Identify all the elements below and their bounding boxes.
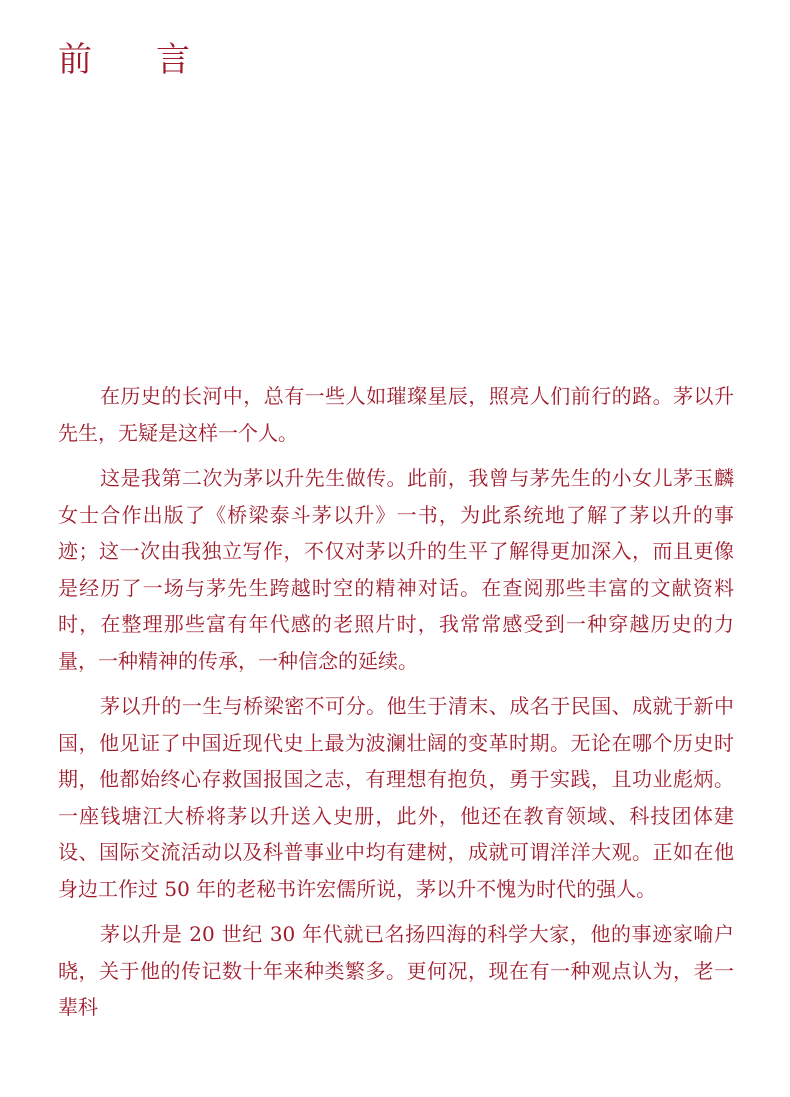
preface-body <box>58 378 734 1035</box>
paragraph-2: 这是我第二次为茅以升先生做传。此前，我曾与茅先生的小女儿茅玉麟女士合作出版了《桥梁泰斗茅以升》一书，为此系统地了解了茅以升的事迹；这一次由我独立写作，不仅对茅以升的生平了解得更加深入，而且更像是经历了一场与茅先生跨越时空的精神对话。在查阅那些丰富的文献资料时，在整理那些富有年代感的老照片时，我常常感受到一种穿越历史的力量，一种精神的传承，一种信念的延续。 <box>58 466 734 673</box>
paragraph-1: 在历史的长河中，总有一些人如璀璨星辰，照亮人们前行的路。茅以升先生，无疑是这样一个人。 <box>58 384 734 445</box>
page-title: 前 言 <box>58 40 205 80</box>
paragraph-3: 茅以升的一生与桥梁密不可分。他生于清末、成名于民国、成就于新中国，他见证了中国近现代史上最为波澜壮阔的变革时期。无论在哪个历史时期，他都始终心存救国报国之志，有理想有抱负，勇于实践，且功业彪炳。一座钱塘江大桥将茅以升送入史册，此外，他还在教育领域、科技团体建设、国际交流活动以及科普事业中均有建树，成就可谓洋洋大观。正如在他身边工作过 50 年的老秘书许宏儒所说，茅以升不愧为时代的强人。 <box>58 694 734 901</box>
paragraph-4: 茅以升是 20 世纪 30 年代就已名扬四海的科学大家，他的事迹家喻户晓，关于他的传记数十年来种类繁多。更何况，现在有一种观点认为，老一辈科 <box>58 922 734 1019</box>
